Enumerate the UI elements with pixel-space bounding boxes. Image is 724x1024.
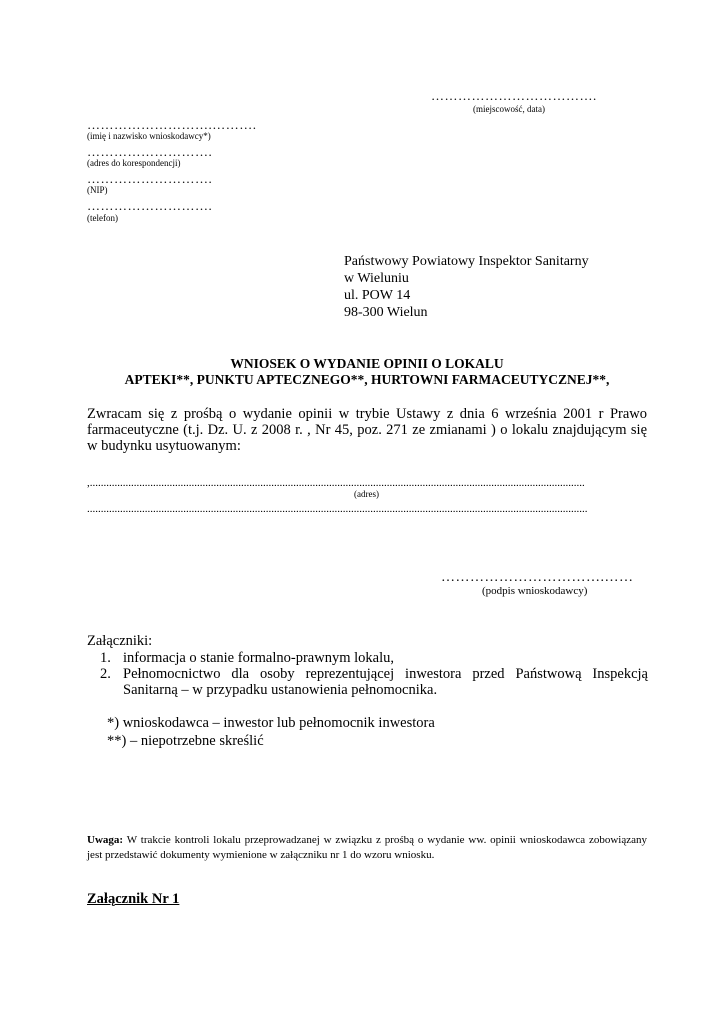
applicant-nip-field[interactable]: ………………………. — [87, 171, 213, 186]
footnote-strike: **) – niepotrzebne skreślić — [107, 733, 264, 749]
attachment-item-2 — [100, 666, 648, 698]
notice-paragraph — [87, 833, 647, 863]
document-title-line-2: APTEKI**, PUNKTU APTECZNEGO**, HURTOWNI FARMACEUTYCZNEJ**, — [124, 372, 610, 387]
recipient-block — [344, 253, 589, 321]
footnote-applicant: *) wnioskodawca – inwestor lub pełnomocnik inwestora — [107, 715, 435, 731]
location-address-line-1[interactable]: ,.................................................................................................................................................................................... — [87, 477, 585, 489]
location-address-label: (adres) — [354, 489, 379, 499]
notice-text: W trakcie kontroli lokalu przeprowadzanej w związku z prośbą o wydanie ww. opinii wnioskodawca zobowiązany jest przedstawić dokumenty wymienione w załączniku nr 1 do wzoru wniosku. — [87, 834, 647, 861]
attachments-heading: Załączniki: — [87, 633, 153, 649]
location-address-line-2[interactable]: ...................................................................................................................................................................................... — [87, 503, 588, 515]
applicant-phone-field[interactable]: ………………………. — [87, 198, 213, 213]
attachments-list — [100, 650, 648, 698]
place-date-label: (miejscowość, data) — [473, 104, 545, 114]
attachment-item-1-number: 1. — [100, 650, 111, 666]
signature-field[interactable]: …………………………….…… — [441, 570, 634, 585]
applicant-name-field[interactable]: ……………………….………. — [87, 117, 257, 132]
recipient-line-3: ul. POW 14 — [344, 288, 411, 303]
document-title-line-1: WNIOSEK O WYDANIE OPINII O LOKALU — [230, 356, 504, 371]
recipient-line-2: w Wieluniu — [344, 271, 409, 286]
applicant-address-field[interactable]: ………………………. — [87, 144, 213, 159]
place-date-field[interactable]: ………………………………. — [431, 88, 597, 103]
attachment-item-1-text: informacja o stanie formalno-prawnym lokalu, — [123, 650, 394, 666]
applicant-name-label: (imię i nazwisko wnioskodawcy*) — [87, 131, 211, 141]
attachment-item-1 — [100, 650, 648, 666]
applicant-address-label: (adres do korespondencji) — [87, 158, 181, 168]
signature-label: (podpis wnioskodawcy) — [482, 585, 588, 597]
attachment-item-2-text: Pełnomocnictwo dla osoby reprezentującej inwestora przed Państwową Inspekcją Sanitarną – w przypadku ustanowienia pełnomocnika. — [123, 666, 648, 698]
applicant-nip-label: (NIP) — [87, 185, 108, 195]
attachment-item-2-number: 2. — [100, 666, 111, 682]
recipient-line-4: 98-300 Wielun — [344, 305, 428, 320]
notice-label: Uwaga: — [87, 834, 124, 846]
annex-title: Załącznik Nr 1 — [87, 891, 180, 907]
recipient-line-1: Państwowy Powiatowy Inspektor Sanitarny — [344, 254, 589, 269]
applicant-phone-label: (telefon) — [87, 213, 118, 223]
request-paragraph: Zwracam się z prośbą o wydanie opinii w trybie Ustawy z dnia 6 września 2001 r Prawo farmaceutyczne (t.j. Dz. U. z 2008 r. , Nr 45, poz. 271 ze zmianami ) o lokalu znajdującym się w budynku usytuowanym: — [87, 406, 647, 454]
